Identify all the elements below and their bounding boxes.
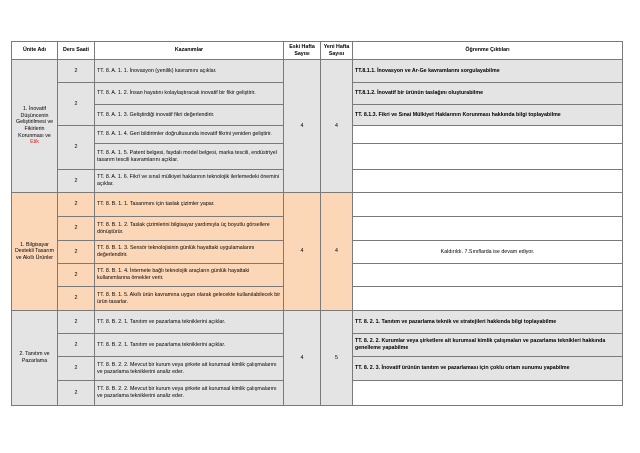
outcome-cell <box>353 144 623 170</box>
objective-cell: TT. 8. B. 1. 1. Tasarımını için taslak çizimler yapar. <box>95 193 284 217</box>
unit-name-cell: 2. Tanıtım ve Pazarlama <box>12 311 58 406</box>
outcome-cell: TT. 8. 2. 3. İnovatif ürünün tanıtım ve pazarlaması için çoklu ortam sunumu yapabilme <box>353 357 623 381</box>
table-row <box>12 193 623 217</box>
header-unit: Ünite Adı <box>12 42 58 60</box>
hours-cell: 2 <box>58 170 95 193</box>
outcome-cell <box>353 193 623 217</box>
hours-cell: 2 <box>58 264 95 287</box>
objective-cell: TT. 8. A. 1. 2. İnsan hayatını kolaylaştıracak inovatif bir fikir geliştirir. <box>95 83 284 105</box>
outcome-cell <box>353 126 623 144</box>
objective-cell: TT. 8. B. 2. 2. Mevcut bir kurum veya şirkete ait kurumsal kimlik çalışmalarını ve pazarlama tekniklerini analiz eder. <box>95 357 284 381</box>
outcome-cell: TT. 8. 2. 1. Tanıtım ve pazarlama teknik ve stratejileri hakkında bilgi toplayabilme <box>353 311 623 334</box>
outcome-cell: TT. 8. 2. 2. Kurumlar veya şirketlere ait kurumsal kimlik çalışmaları ve pazarlama teknikleri hakkında genelleme yapabilme <box>353 334 623 357</box>
hours-cell: 2 <box>58 60 95 83</box>
objective-cell: TT. 8. B. 2. 2. Mevcut bir kurum veya şirkete ait kurumsal kimlik çalışmalarını ve pazarlama tekniklerini analiz eder. <box>95 381 284 406</box>
hours-cell: 2 <box>58 311 95 334</box>
objective-cell: TT. 8. B. 1. 4. İnternete bağlı teknolojik araçların günlük hayattaki kullanımlarına örnekler verir. <box>95 264 284 287</box>
objective-cell: TT. 8. A. 1. 5. Patent belgesi, faydalı model belgesi, marka tescili, endüstriyel tasarım tescili kavramlarını açıklar. <box>95 144 284 170</box>
header-outcomes: Öğrenme Çıktıları <box>353 42 623 60</box>
outcome-cell <box>353 381 623 406</box>
hours-cell: 2 <box>58 334 95 357</box>
hours-cell: 2 <box>58 217 95 241</box>
old-weeks-cell: 4 <box>284 193 321 311</box>
objective-cell: TT. 8. B. 1. 3. Sensör teknolojisinin günlük hayattaki uygulamalarını değerlendirir. <box>95 241 284 264</box>
objective-cell: TT. 8. A. 1. 3. Geliştirdiği inovatif fikri değerlendirir. <box>95 105 284 126</box>
hours-cell: 2 <box>58 126 95 170</box>
outcome-cell <box>353 264 623 287</box>
objective-cell: TT. 8. A. 1. 6. Fikrî ve sınaî mülkiyet haklarının teknolojik ilerlemedeki önemini açıklar. <box>95 170 284 193</box>
hours-cell: 2 <box>58 83 95 126</box>
table-row <box>12 311 623 334</box>
outcome-cell <box>353 217 623 241</box>
old-weeks-cell: 4 <box>284 311 321 406</box>
header-old-weeks: Eski Hafta Sayısı <box>284 42 321 60</box>
note-cell: Kaldırıldı. 7.Sınıflarda ise devam ediyor. <box>353 241 623 264</box>
new-weeks-cell: 4 <box>321 193 353 311</box>
hours-cell: 2 <box>58 381 95 406</box>
curriculum-table <box>11 41 623 406</box>
hours-cell: 2 <box>58 357 95 381</box>
unit-name-cell: 1. Bilgisayar Destekli Tasarım ve Akıllı Ürünler <box>12 193 58 311</box>
header-row <box>12 42 623 60</box>
outcome-cell <box>353 170 623 193</box>
outcome-cell: TT.8.1.2. İnovatif bir ürünün taslağını oluşturabilme <box>353 83 623 105</box>
old-weeks-cell: 4 <box>284 60 321 193</box>
header-new-weeks: Yeni Hafta Sayısı <box>321 42 353 60</box>
new-weeks-cell: 5 <box>321 311 353 406</box>
unit-name: 1. İnovatif Düşüncenin Geliştirilmesi ve Fikirlerin Korunması ve <box>15 106 54 139</box>
table-row <box>12 60 623 83</box>
outcome-cell: TT. 8.1.3. Fikri ve Sınai Mülkiyet Haklarının Korunması hakkında bilgi toplayabilme <box>353 105 623 126</box>
objective-cell: TT. 8. B. 2. 1. Tanıtım ve pazarlama tekniklerini açıklar. <box>95 311 284 334</box>
objective-cell: TT. 8. A. 1. 1. İnovasyon (yenilik) kavramını açıklar. <box>95 60 284 83</box>
objective-cell: TT. 8. B. 2. 1. Tanıtım ve pazarlama tekniklerini açıklar. <box>95 334 284 357</box>
header-objectives: Kazanımlar <box>95 42 284 60</box>
unit-name-accent: Etik <box>30 139 39 146</box>
hours-cell: 2 <box>58 241 95 264</box>
objective-cell: TT. 8. B. 1. 5. Akıllı ürün kavramına uygun olarak gelecekte kullanılabilecek bir ürün tasarlar. <box>95 287 284 311</box>
new-weeks-cell: 4 <box>321 60 353 193</box>
outcome-cell: TT.8.1.1. İnovasyon ve Ar-Ge kavramlarını sorgulayabilme <box>353 60 623 83</box>
unit-name-cell <box>12 60 58 193</box>
hours-cell: 2 <box>58 193 95 217</box>
objective-cell: TT. 8. B. 1. 2. Taslak çizimlerini bilgisayar yardımıyla üç boyutlu görsellere dönüştürür. <box>95 217 284 241</box>
objective-cell: TT. 8. A. 1. 4. Geri bildirimler doğrultusunda inovatif fikrini yeniden geliştirir. <box>95 126 284 144</box>
outcome-cell <box>353 287 623 311</box>
header-hours: Ders Saati <box>58 42 95 60</box>
hours-cell: 2 <box>58 287 95 311</box>
